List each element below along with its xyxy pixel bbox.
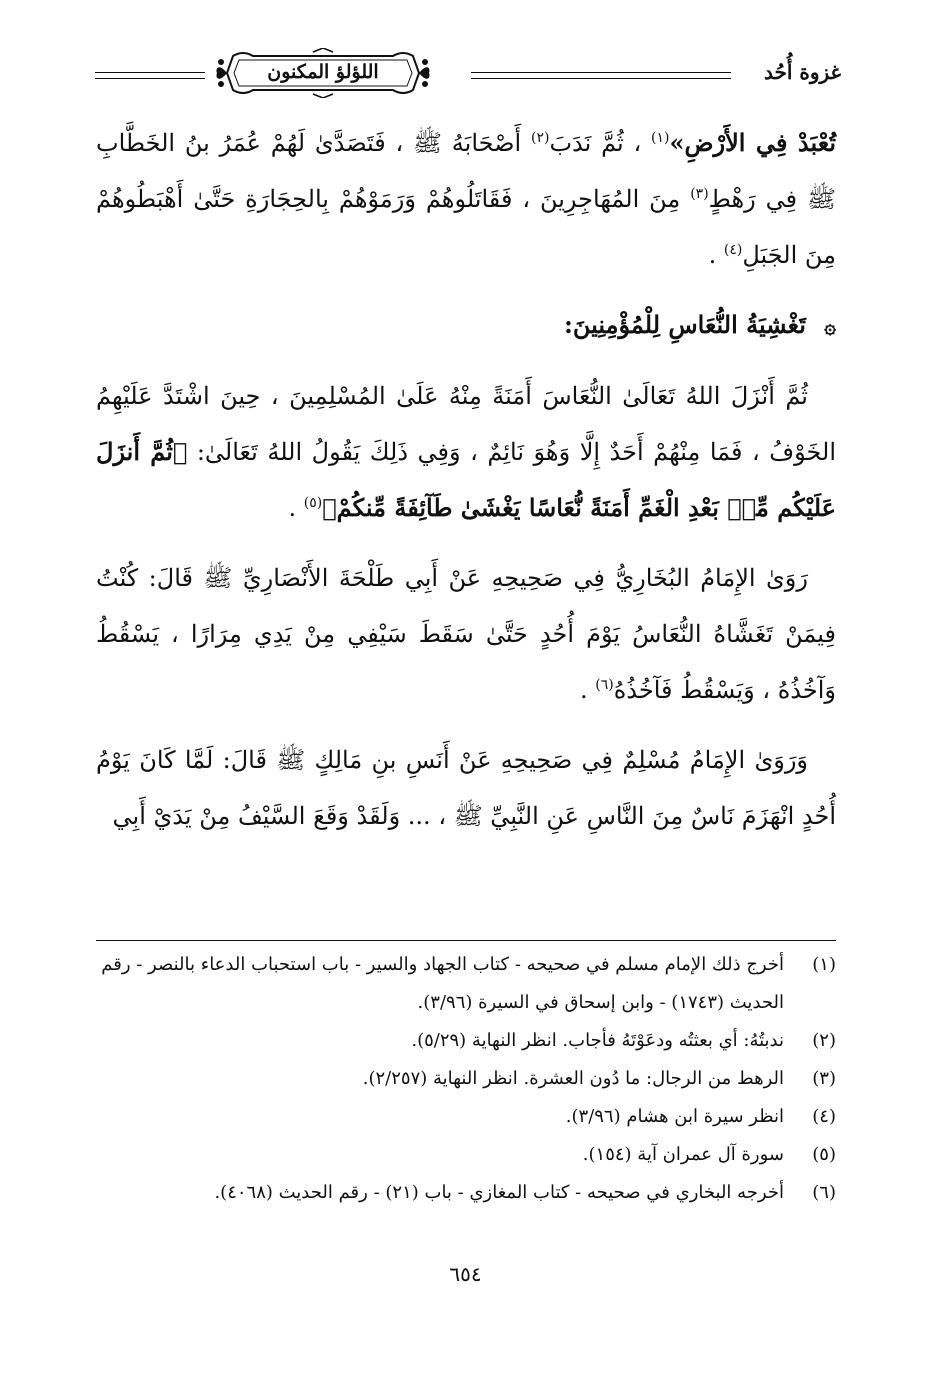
section-heading-text: تَغْشِيَةُ النُّعَاسِ لِلْمُؤْمِنِينَ: bbox=[564, 310, 806, 339]
paragraph-1 bbox=[96, 115, 836, 283]
paragraph-4-text: وَرَوَىٰ الإِمَامُ مُسْلِمٌ فِي صَحِيحِهِ عَنْ أَنَسِ بنِ مَالِكٍ ﷺ قَالَ: لَمَّا كَانَ يَوْمُ أُحُدٍ انْهَزَمَ نَاسٌ مِنَ النَّاسِ عَنِ النَّبِيِّ ﷺ ، ... وَلَقَدْ وَقَعَ السَّيْفُ مِنْ يَدَيْ أَبِي bbox=[96, 746, 836, 830]
footnote-item bbox=[96, 1174, 836, 1212]
footnote-separator bbox=[96, 940, 836, 941]
hadith-ending: تُعْبَدْ فِي الأَرْضِ» bbox=[669, 128, 837, 157]
footnote-number: (٢) bbox=[812, 1030, 836, 1051]
running-header bbox=[95, 48, 841, 104]
footnote-ref-2: (٢) bbox=[530, 130, 550, 146]
paragraph-1-text-b: أَصْحَابَهُ ﷺ ، فَتَصَدَّىٰ لَهُمْ عُمَرُ بنُ الخَطَّابِ ﷺ فِي رَهْطٍ bbox=[96, 129, 836, 213]
footnote-text: سورة آل عمران آية (١٥٤). bbox=[582, 1144, 784, 1165]
footnote-item bbox=[96, 946, 836, 1022]
footnotes bbox=[96, 946, 836, 1212]
footnote-item bbox=[96, 1022, 836, 1060]
footnote-text: أخرجه البخاري في صحيحه - كتاب المغازي - باب (٢١) - رقم الحديث (٤٠٦٨). bbox=[214, 1182, 784, 1203]
paragraph-2-end: . bbox=[288, 494, 304, 522]
paragraph-2-text: ثُمَّ أَنْزَلَ اللهُ تَعَالَىٰ النُّعَاسَ أَمَنَةً مِنْهُ عَلَىٰ المُسْلِمِينَ ، حِينَ اشْتَدَّ عَلَيْهِمُ الخَوْفُ ، فَمَا مِنْهُمْ أَحَدٌ إِلَّا وَهُوَ نَائِمٌ ، وَفِي ذَلِكَ يَقُولُ اللهُ تَعَالَىٰ: bbox=[96, 382, 836, 466]
paragraph-3-text: رَوَىٰ الإِمَامُ البُخَارِيُّ فِي صَحِيحِهِ عَنْ أَبِي طَلْحَةَ الأَنْصَارِيِّ ﷺ قَالَ: كُنْتُ فِيمَنْ تَغَشَّاهُ النُّعَاسُ يَوْمَ أُحُدٍ حَتَّىٰ سَقَطَ سَيْفِي مِنْ يَدِي مِرَارًا ، يَسْقُطُ وَآخُذُهُ ، وَيَسْقُطُ فَآخُذُهُ bbox=[96, 564, 836, 704]
paragraph-1-end: . bbox=[708, 241, 724, 269]
footnote-ref-5: (٥) bbox=[303, 495, 323, 511]
quran-verse: ﴿ثُمَّ أَنزَلَ عَلَيْكُم مِّنۢ بَعْدِ الْغَمِّ أَمَنَةً نُّعَاسًا يَغْشَىٰ طَآئِفَةً مِّنكُمْ﴾ bbox=[96, 437, 836, 522]
footnote-text: ندبتُهُ: أي بعثتُه ودعَوْتَهُ فأجاب. انظر النهاية (٥/٢٩). bbox=[411, 1030, 784, 1051]
page-number: ٦٥٤ bbox=[449, 1262, 482, 1286]
header-rule-right bbox=[471, 72, 731, 79]
footnote-number: (٥) bbox=[812, 1144, 836, 1165]
footnote-number: (٣) bbox=[812, 1068, 836, 1089]
paragraph-2 bbox=[96, 368, 836, 536]
paragraph-3 bbox=[96, 550, 836, 718]
footnote-text: أخرج ذلك الإمام مسلم في صحيحه - كتاب الجهاد والسير - باب استحباب الدعاء بالنصر - رقم الحديث (١٧٤٣) - وابن إسحاق في السيرة (٣/٩٦). bbox=[101, 954, 784, 1013]
footnote-ref-3: (٣) bbox=[690, 186, 709, 202]
paragraph-1-text-c: مِنَ المُهَاجِرِينَ ، فَقَاتَلُوهُمْ وَرَمَوْهُمْ بِالحِجَارَةِ حَتَّىٰ أَهْبَطُوهُمْ مِنَ الجَبَلِ bbox=[96, 185, 836, 269]
body-text bbox=[96, 115, 836, 858]
footnote-item bbox=[96, 1060, 836, 1098]
section-heading bbox=[96, 297, 836, 354]
chapter-title: غزوة أُحُد bbox=[763, 60, 841, 84]
footnote-ref-6: (٦) bbox=[595, 677, 614, 693]
book-title: اللؤلؤ المكنون bbox=[267, 61, 379, 83]
footnote-number: (١) bbox=[812, 954, 836, 975]
book-title-cartouche bbox=[213, 48, 433, 98]
footnote-text: الرهط من الرجال: ما دُون العشرة. انظر النهاية (٢/٢٥٧). bbox=[362, 1068, 784, 1089]
footnote-ref-4: (٤) bbox=[723, 242, 743, 258]
paragraph-4 bbox=[96, 732, 836, 844]
footnote-item bbox=[96, 1098, 836, 1136]
header-rule-left bbox=[95, 72, 205, 79]
footnote-number: (٦) bbox=[812, 1182, 836, 1203]
footnote-text: انظر سيرة ابن هشام (٣/٩٦). bbox=[565, 1106, 784, 1127]
footnote-number: (٤) bbox=[812, 1106, 836, 1127]
flower-bullet-icon: ۞ bbox=[824, 314, 836, 338]
paragraph-3-end: . bbox=[579, 676, 596, 704]
footnote-ref-1: (١) bbox=[651, 130, 670, 146]
footnote-item bbox=[96, 1136, 836, 1174]
paragraph-1-text-a: ، ثُمَّ نَدَبَ bbox=[549, 129, 652, 157]
